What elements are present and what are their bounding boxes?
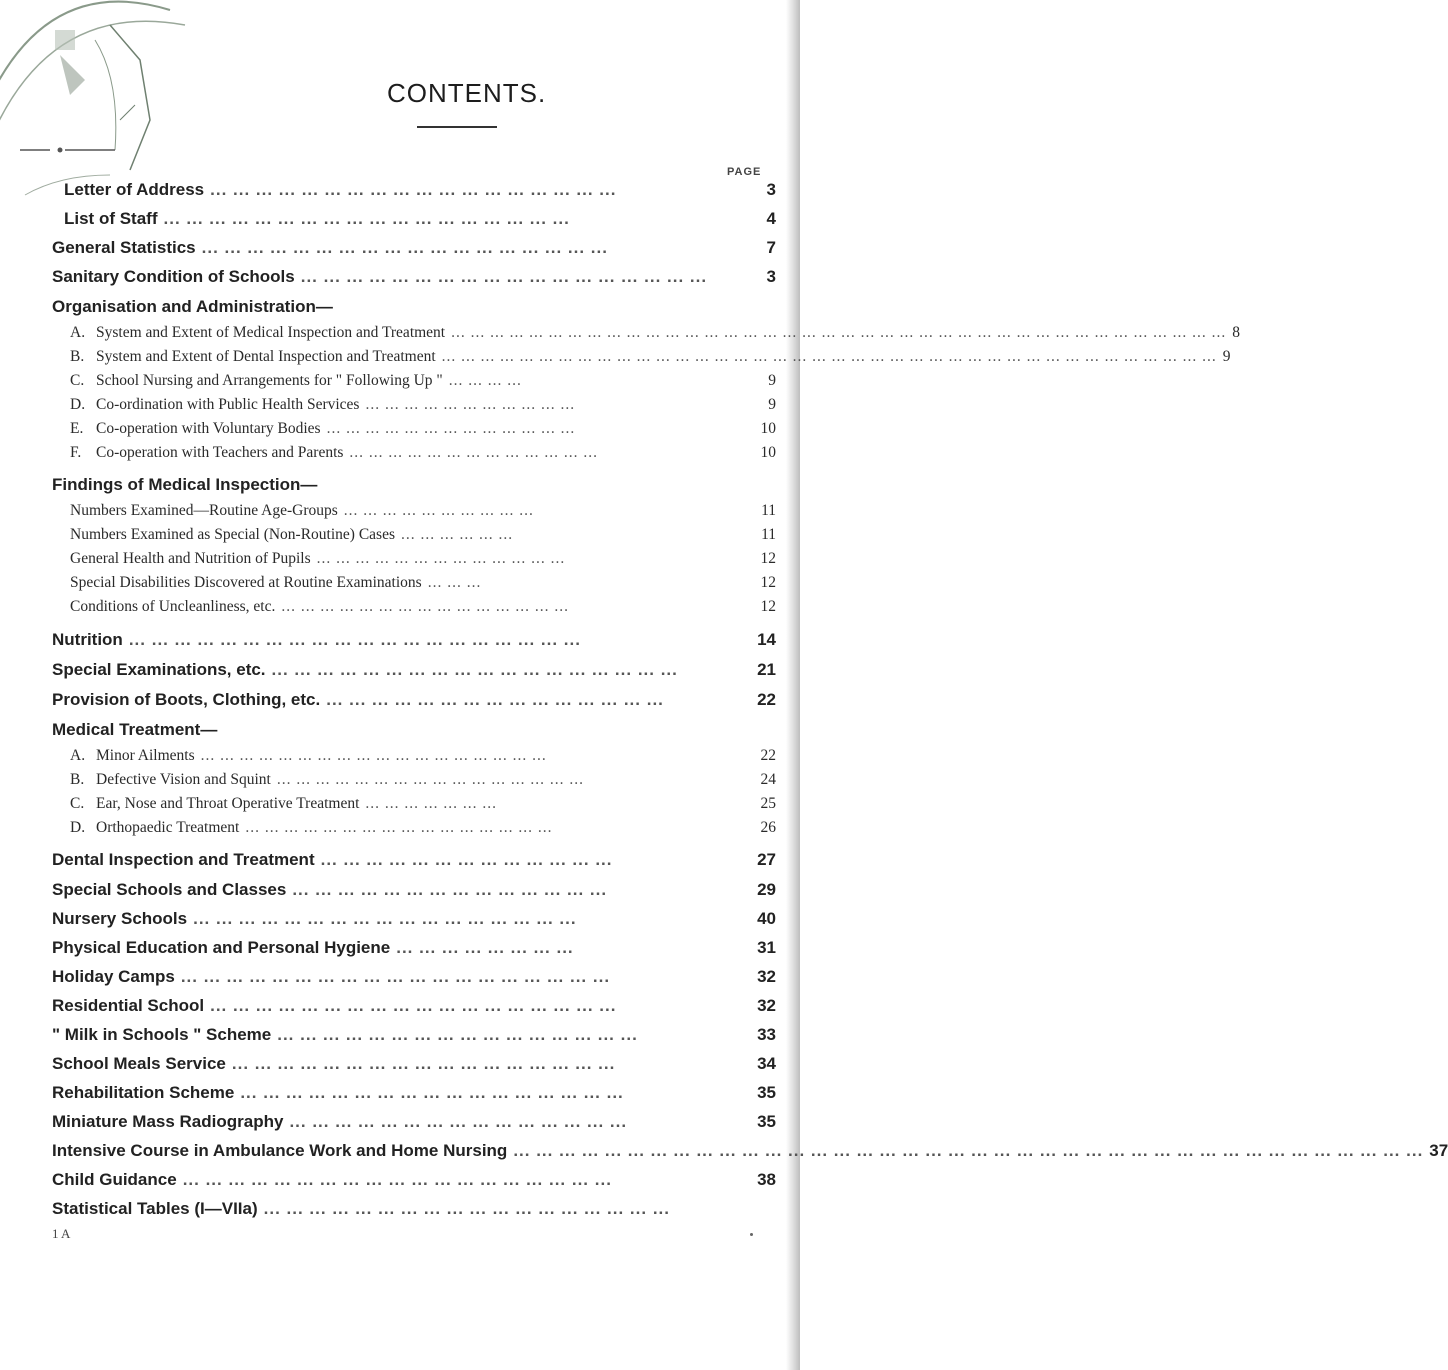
- toc-entry-page: 27: [757, 850, 776, 869]
- subentry-page: 26: [760, 819, 776, 836]
- subentry-label: Special Disabilities Discovered at Routine Examinations: [70, 574, 422, 591]
- toc-entry-label: Nursery Schools: [52, 909, 188, 928]
- toc-entry[interactable]: [52, 1025, 776, 1049]
- toc-entry-page: 32: [757, 996, 776, 1015]
- toc-subentry[interactable]: [70, 550, 776, 574]
- leader-dots: ... ... ... ... ... ...: [401, 526, 514, 543]
- subentry-letter: B.: [70, 771, 85, 788]
- leader-dots: ... ... ... ... ... ... ... ... ... ... ... ... ...: [316, 550, 566, 567]
- toc-entry[interactable]: [52, 690, 776, 714]
- toc-entry-label: Rehabilitation Scheme: [52, 1083, 235, 1102]
- subentry-page: 10: [760, 444, 776, 461]
- signature-mark: 1 A: [52, 1226, 71, 1241]
- toc-entry-label: " Milk in Schools " Scheme: [52, 1025, 272, 1044]
- toc-entry[interactable]: [52, 1054, 776, 1078]
- toc-subentry[interactable]: [70, 795, 776, 819]
- toc-entry-label: Provision of Boots, Clothing, etc.: [52, 690, 321, 709]
- toc-subentry[interactable]: [70, 348, 1231, 372]
- subentry-letter: E.: [70, 420, 84, 437]
- subentry-page: 10: [760, 420, 776, 437]
- toc-entry[interactable]: [52, 660, 776, 684]
- toc-entry-page: 31: [757, 938, 776, 957]
- toc-subentry[interactable]: [70, 324, 1240, 348]
- toc-entry-page: 22: [757, 690, 776, 709]
- toc-entry[interactable]: [52, 267, 776, 291]
- subentry-label: General Health and Nutrition of Pupils: [70, 550, 311, 567]
- subentry-letter: C.: [70, 372, 85, 389]
- toc-entry-label: Child Guidance: [52, 1170, 177, 1189]
- leader-dots: ... ... ... ... ... ... ... ... ... ... ... ... ... ... ... ... ... ...: [263, 1199, 670, 1218]
- toc-entry-page: 34: [757, 1054, 776, 1073]
- toc-entry-label: Miniature Mass Radiography: [52, 1112, 284, 1131]
- toc-subentry[interactable]: [70, 502, 776, 526]
- leader-dots: ... ... ... ... ... ... ... ... ... ... ... ... ... ... ... ...: [276, 771, 584, 788]
- toc-entry-label: Dental Inspection and Treatment: [52, 850, 315, 869]
- toc-entry[interactable]: [52, 967, 776, 991]
- leader-dots: ... ... ... ... ... ... ... ... ... ... ... ... ...: [349, 444, 599, 461]
- leader-dots: ... ... ...: [427, 574, 482, 591]
- toc-entry-label: Physical Education and Personal Hygiene: [52, 938, 391, 957]
- toc-entry-label: Special Schools and Classes: [52, 880, 287, 899]
- toc-entry[interactable]: [52, 909, 776, 933]
- toc-entry[interactable]: [52, 996, 776, 1020]
- toc-entry-label: Special Examinations, etc.: [52, 660, 266, 679]
- leader-dots: ... ... ... ... ... ... ... ... ... ... ... ... ... ... ... ... ... ...: [271, 660, 678, 679]
- toc-entry-label: Holiday Camps: [52, 967, 175, 986]
- leader-dots: ... ... ... ... ... ... ... ... ... ... ... ... ... ... ... ... ...: [240, 1083, 624, 1102]
- leader-dots: ... ... ... ... ... ... ... ... ... ... ... ... ... ... ... ... ... ...: [163, 209, 570, 228]
- subentry-label: Ear, Nose and Throat Operative Treatment: [96, 795, 360, 812]
- subentry-page: 24: [760, 771, 776, 788]
- leader-dots: ... ... ... ... ... ... ... ... ... ... ... ... ... ... ... ... ... ... ... ...: [128, 630, 581, 649]
- toc-entry-label: General Statistics: [52, 238, 196, 257]
- leader-dots: ... ... ... ... ... ... ... ... ... ... ... ... ... ... ... ... ...: [193, 909, 577, 928]
- subentry-page: 11: [761, 526, 776, 543]
- toc-entry-page: 32: [757, 967, 776, 986]
- subentry-label: School Nursing and Arrangements for " Following Up ": [96, 372, 443, 389]
- subentry-letter: F.: [70, 444, 82, 461]
- toc-entry-page: 35: [757, 1083, 776, 1102]
- toc-subentry[interactable]: [70, 574, 776, 598]
- toc-entry-label: List of Staff: [64, 209, 158, 228]
- subentry-label: System and Extent of Medical Inspection and Treatment: [96, 324, 446, 341]
- toc-entry[interactable]: [52, 1112, 776, 1136]
- leader-dots: ... ... ... ... ... ... ... ... ... ... ... ... ... ... ... ... ... ... ... ... ... ... ... ... ... ... ... ... ... ... ... ... ... ... ... ... ... ... ... ...: [513, 1141, 1424, 1160]
- subentry-label: Minor Ailments: [96, 747, 195, 764]
- toc-entry-page: 33: [757, 1025, 776, 1044]
- subentry-page: 12: [760, 598, 776, 615]
- toc-entry-page: 21: [757, 660, 776, 679]
- section-heading-findings: Findings of Medical Inspection—: [52, 475, 318, 494]
- leader-dots: ... ... ... ... ... ... ... ... ... ... ... ... ... ...: [292, 880, 608, 899]
- toc-entry-page: 3: [766, 180, 776, 199]
- leader-dots: ... ... ... ... ... ... ... ...: [396, 938, 574, 957]
- toc-entry-page: 3: [766, 267, 776, 286]
- page-column-header: PAGE: [727, 166, 762, 178]
- leader-dots: ... ... ... ... ... ... ... ... ... ... ... ... ... ... ... ... ... ...: [210, 996, 617, 1015]
- toc-entry-label: Residential School: [52, 996, 205, 1015]
- section-heading-organisation: Organisation and Administration—: [52, 297, 333, 316]
- subentry-letter: B.: [70, 348, 85, 365]
- toc-subentry[interactable]: [70, 598, 776, 622]
- leader-dots: ... ... ... ... ... ... ... ... ... ... ... ... ... ... ...: [289, 1112, 628, 1131]
- leader-dots: ... ... ... ... ... ... ...: [365, 795, 498, 812]
- toc-subentry[interactable]: [70, 372, 776, 396]
- toc-subentry[interactable]: [70, 396, 776, 420]
- toc-entry-page: 29: [757, 880, 776, 899]
- leader-dots: ... ... ... ... ... ... ... ... ... ... ... ... ... ... ... ... ...: [231, 1054, 616, 1073]
- leader-dots: ... ... ... ... ... ... ... ... ... ... ... ... ... ... ... ... ... ... ... ... ... ... ... ... ... ... ... ... ... ... ... ... ... ... ... ... ... ... ... ...: [441, 348, 1217, 365]
- toc-entry[interactable]: [52, 1083, 776, 1107]
- leader-dots: ... ... ... ... ... ... ... ... ... ... ... ... ... ... ... ... ... ... ...: [182, 1170, 612, 1189]
- subentry-label: Numbers Examined as Special (Non-Routine) Cases: [70, 526, 395, 543]
- subentry-label: Co-operation with Teachers and Parents: [96, 444, 344, 461]
- leader-dots: ... ... ... ... ... ... ... ... ... ... ... ... ... ... ... ... ... ...: [200, 747, 547, 764]
- leader-dots: ... ... ... ... ... ... ... ... ... ... ... ... ... ... ... ... ... ...: [201, 238, 608, 257]
- subentry-page: 9: [768, 372, 776, 389]
- leader-dots: ... ... ... ...: [448, 372, 522, 389]
- toc-subentry[interactable]: [70, 819, 776, 843]
- leader-dots: ... ... ... ... ... ... ... ... ... ... ... ... ... ... ...: [281, 598, 569, 615]
- subentry-letter: A.: [70, 324, 86, 341]
- leader-dots: ... ... ... ... ... ... ... ... ... ...: [343, 502, 534, 519]
- toc-entry-page: 38: [757, 1170, 776, 1189]
- toc-subentry[interactable]: [70, 420, 776, 444]
- toc-entry[interactable]: [52, 1141, 1448, 1165]
- toc-subentry[interactable]: [70, 771, 776, 795]
- subentry-label: Conditions of Uncleanliness, etc.: [70, 598, 276, 615]
- toc-entry-label: School Meals Service: [52, 1054, 226, 1073]
- leader-dots: ... ... ... ... ... ... ... ... ... ... ... ... ... ... ... ... ... ... ...: [180, 967, 611, 986]
- subentry-page: 11: [761, 502, 776, 519]
- subentry-page: 12: [760, 550, 776, 567]
- toc-subentry[interactable]: [70, 747, 776, 771]
- subentry-page: 8: [1232, 324, 1240, 341]
- toc-entry-page: 14: [757, 630, 776, 649]
- toc-entry-label: Statistical Tables (I—VIIa): [52, 1199, 258, 1218]
- toc-entry-label: Letter of Address: [64, 180, 205, 199]
- subentry-label: System and Extent of Dental Inspection and Treatment: [96, 348, 436, 365]
- toc-entry[interactable]: [52, 1199, 776, 1223]
- subentry-page: 22: [760, 747, 776, 764]
- toc-entry-label: Sanitary Condition of Schools: [52, 267, 295, 286]
- ink-dot: [750, 1233, 753, 1236]
- toc-entry[interactable]: [52, 850, 776, 874]
- subentry-label: Co-operation with Voluntary Bodies: [96, 420, 321, 437]
- toc-entry-page: 35: [757, 1112, 776, 1131]
- toc-entry[interactable]: [52, 630, 776, 654]
- leader-dots: ... ... ... ... ... ... ... ... ... ... ... ... ... ... ... ... ... ... ... ... ... ... ... ... ... ... ... ... ... ... ... ... ... ... ... ... ... ... ... ...: [451, 324, 1227, 341]
- toc-entry[interactable]: [52, 238, 776, 262]
- subentry-page: 9: [1222, 348, 1231, 365]
- toc-entry[interactable]: [52, 1170, 776, 1194]
- toc-entry-page: 7: [766, 238, 776, 257]
- subentry-label: Co-ordination with Public Health Services: [96, 396, 360, 413]
- leader-dots: ... ... ... ... ... ... ... ... ... ... ... ... ... ... ... ... ... ...: [210, 180, 617, 199]
- toc-entry-page: 4: [766, 209, 776, 228]
- leader-dots: ... ... ... ... ... ... ... ... ... ... ... ... ... ... ... ...: [277, 1025, 638, 1044]
- toc-subentry[interactable]: [70, 526, 776, 550]
- section-heading-treatment: Medical Treatment—: [52, 720, 218, 739]
- subentry-letter: D.: [70, 819, 86, 836]
- subentry-page: 25: [760, 795, 776, 812]
- toc-subentry[interactable]: [70, 444, 776, 468]
- subentry-page: 12: [760, 574, 776, 591]
- subentry-letter: D.: [70, 396, 86, 413]
- leader-dots: ... ... ... ... ... ... ... ... ... ... ... ... ... ... ... ...: [245, 819, 553, 836]
- toc-entry-page: 40: [757, 909, 776, 928]
- leader-dots: ... ... ... ... ... ... ... ... ... ... ... ... ...: [326, 420, 576, 437]
- subentry-letter: A.: [70, 747, 86, 764]
- leader-dots: ... ... ... ... ... ... ... ... ... ... ... ... ... ... ...: [326, 690, 664, 709]
- toc-entry-label: Nutrition: [52, 630, 123, 649]
- subentry-letter: C.: [70, 795, 85, 812]
- subentry-label: Numbers Examined—Routine Age-Groups: [70, 502, 338, 519]
- toc-entry-label: Intensive Course in Ambulance Work and Home Nursing: [52, 1141, 508, 1160]
- toc-entry[interactable]: [64, 209, 776, 233]
- toc-entry[interactable]: [64, 180, 776, 204]
- subentry-page: 9: [768, 396, 776, 413]
- leader-dots: ... ... ... ... ... ... ... ... ... ... ...: [365, 396, 576, 413]
- subentry-label: Orthopaedic Treatment: [96, 819, 240, 836]
- leader-dots: ... ... ... ... ... ... ... ... ... ... ... ... ...: [320, 850, 613, 869]
- leader-dots: ... ... ... ... ... ... ... ... ... ... ... ... ... ... ... ... ... ...: [300, 267, 708, 286]
- subentry-label: Defective Vision and Squint: [96, 771, 271, 788]
- page-title: CONTENTS.: [387, 78, 547, 108]
- toc-entry[interactable]: [52, 938, 776, 962]
- toc-entry[interactable]: [52, 880, 776, 904]
- toc-entry-page: 37: [1429, 1141, 1448, 1160]
